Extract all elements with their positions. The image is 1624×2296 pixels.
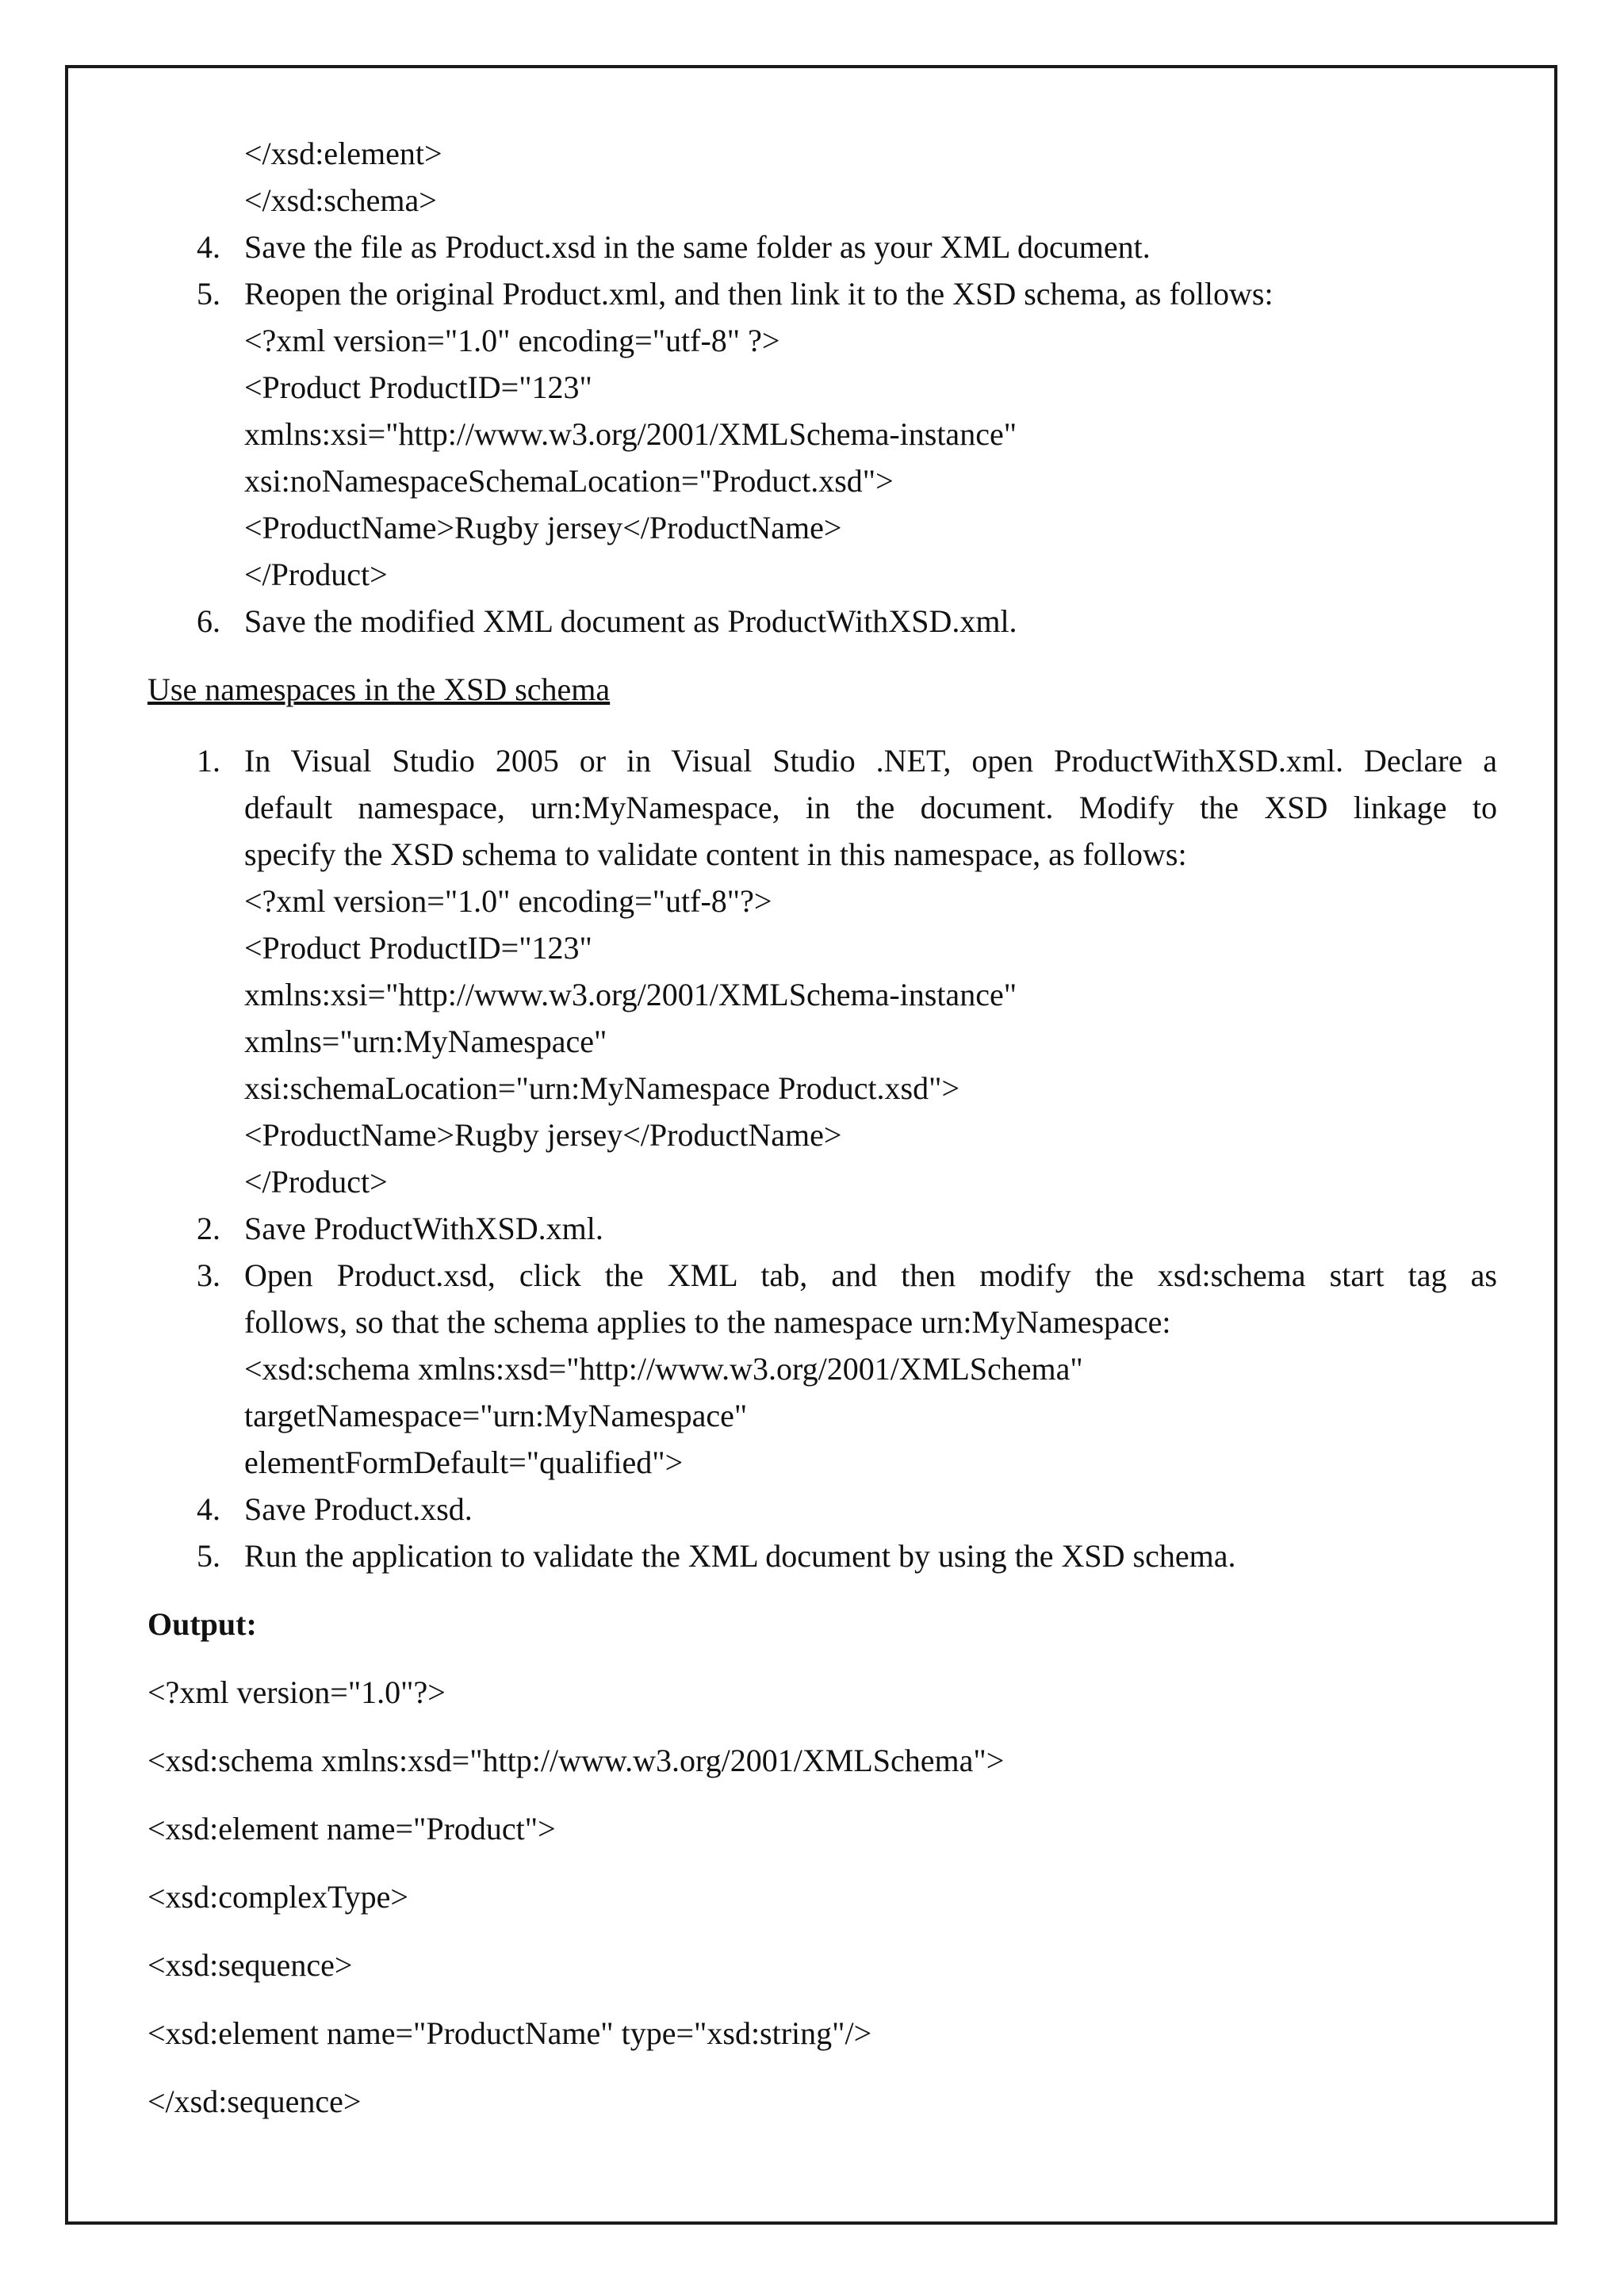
code-line: xmlns:xsi="http://www.w3.org/2001/XMLSchema-instance"	[244, 977, 1017, 1012]
step-text: Open Product.xsd, click the XML tab, and then modify the xsd:schema start tag as	[244, 1257, 1497, 1293]
step-text: Save the file as Product.xsd in the same folder as your XML document.	[244, 229, 1151, 265]
code-line: </xsd:element>	[244, 136, 442, 171]
code-line: </Product>	[244, 557, 388, 592]
code-line: <Product ProductID="123"	[244, 369, 592, 405]
code-line: targetNamespace="urn:MyNamespace"	[244, 1398, 748, 1433]
code-line: xsi:schemaLocation="urn:MyNamespace Product.xsd">	[244, 1070, 960, 1106]
code-line: <ProductName>Rugby jersey</ProductName>	[244, 1117, 842, 1153]
code-line: </xsd:schema>	[244, 182, 437, 218]
step-number: 6.	[197, 603, 220, 639]
step-text: follows, so that the schema applies to the namespace urn:MyNamespace:	[244, 1304, 1171, 1340]
output-line: </xsd:sequence>	[147, 2084, 362, 2119]
step-number: 2.	[197, 1211, 220, 1246]
code-line: <?xml version="1.0" encoding="utf-8"?>	[244, 883, 772, 919]
code-line: xmlns:xsi="http://www.w3.org/2001/XMLSchema-instance"	[244, 416, 1017, 452]
code-line: xsi:noNamespaceSchemaLocation="Product.xsd">	[244, 463, 894, 499]
step-number: 1.	[197, 743, 220, 779]
step-text: Reopen the original Product.xml, and then link it to the XSD schema, as follows:	[244, 276, 1274, 312]
step-text: Save Product.xsd.	[244, 1491, 473, 1527]
step-number: 3.	[197, 1257, 220, 1293]
code-line: </Product>	[244, 1164, 388, 1200]
output-line: <xsd:element name="ProductName" type="xsd:string"/>	[147, 2015, 872, 2051]
step-text: In Visual Studio 2005 or in Visual Studio .NET, open ProductWithXSD.xml. Declare a	[244, 743, 1497, 779]
output-line: <xsd:schema xmlns:xsd="http://www.w3.org/2001/XMLSchema">	[147, 1743, 1005, 1778]
code-line: <xsd:schema xmlns:xsd="http://www.w3.org/2001/XMLSchema"	[244, 1351, 1083, 1387]
step-number: 4.	[197, 229, 220, 265]
step-text: Run the application to validate the XML document by using the XSD schema.	[244, 1538, 1236, 1574]
code-line: <ProductName>Rugby jersey</ProductName>	[244, 510, 842, 545]
code-line: elementFormDefault="qualified">	[244, 1445, 684, 1480]
step-text: specify the XSD schema to validate content in this namespace, as follows:	[244, 836, 1187, 872]
step-number: 5.	[197, 1538, 220, 1574]
output-line: <xsd:element name="Product">	[147, 1811, 556, 1846]
step-text: Save the modified XML document as ProductWithXSD.xml.	[244, 603, 1017, 639]
step-text: default namespace, urn:MyNamespace, in the document. Modify the XSD linkage to	[244, 790, 1497, 825]
output-line: <xsd:complexType>	[147, 1879, 408, 1915]
code-line: xmlns="urn:MyNamespace"	[244, 1024, 607, 1059]
output-line: <?xml version="1.0"?>	[147, 1674, 446, 1710]
step-number: 4.	[197, 1491, 220, 1527]
output-heading: Output:	[147, 1606, 257, 1642]
step-text: Save ProductWithXSD.xml.	[244, 1211, 603, 1246]
section-heading: Use namespaces in the XSD schema	[147, 672, 611, 707]
output-line: <xsd:sequence>	[147, 1947, 353, 1983]
step-number: 5.	[197, 276, 220, 312]
code-line: <Product ProductID="123"	[244, 930, 592, 966]
code-line: <?xml version="1.0" encoding="utf-8" ?>	[244, 323, 780, 358]
